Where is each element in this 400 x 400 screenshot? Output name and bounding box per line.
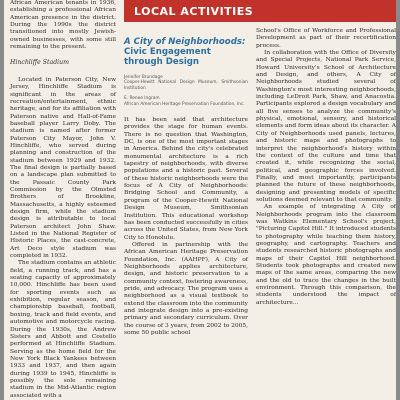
section-banner — [124, 0, 396, 22]
paragraph: It has been said that architecture provides the stage for human events. There is no question that Washington, DC, is one of the most important stages in America. Behind the city's celebrated monumental architecture is a rich tapestry of neighborhoods, with diverse populations and a historic past. Several of these historic neighborhoods were the focus of A City of Neighborhoods: Bridging School and Community, a program of the Cooper-Hewitt National Design Museum, Smithsonian Institution. This educational workshop has been conducted successfully in cities across the United States, from New York City to Honolulu. — [124, 117, 248, 241]
section-subhead: Hinchliffe Stadium — [10, 59, 69, 67]
article-title-italic: A City of Neighborhoods: — [124, 37, 246, 47]
middle-column — [124, 22, 248, 337]
intro-paragraph: African American tenants in 1936, establishing a professional African American presence in the district. During the 1990s the district transitioned into mostly Jewish-owned businesses, with some still remaining to the present. — [10, 0, 116, 51]
paragraph: An example of integrating A City of Neighborhoods program into the classroom was Watkins Elementary School's project, "Picturing Capitol Hill." It introduced students to photography while teaching them history, geography, and cartography. Teachers and students researched historic photographs and maps of their Capitol Hill neighborhood. Students took photographs and created new maps of the same areas, comparing the new and the old to trace the changes in the built environment. Through this comparison, the students understood the impact of architecture... — [256, 204, 396, 306]
author-name: E. Renee Ingram — [124, 96, 160, 102]
author-name: Jennifer Brundage — [124, 75, 163, 80]
document-page — [4, 0, 396, 400]
paragraph: In collaboration with the Office of Diversity and Special Projects, National Park Service, Howard University's School of Architecture and Design, and others, A City of Neighborhoods studied several of Washington's most interesting neighborhoods, including LeDroit Park, Shaw, and Anacostia. Participants explored a design vocabulary and all five senses to analyze the community's physical, emotional, sensory, and historical elements and form ideas about its character. A City of Neighborhoods used panels, lectures, and historic maps and photographs to interpret the neighborhood's history within the context of the culture and time that created it, while recognizing the social, political, and geographic forces involved. Finally, and most importantly, participants planned the future of these neighborhoods, designing and presenting models of specific solutions deemed relevant to that community. — [256, 50, 396, 203]
author-affiliation: Cooper-Hewitt National Design Museum, Smithsonian Institution — [124, 80, 248, 91]
section-banner-title: LOCAL ACTIVITIES — [134, 5, 254, 18]
right-column — [256, 28, 396, 307]
left-column — [10, 0, 116, 400]
paragraph: Offered in partnership with the African American Heritage Preservation Foundation, Inc. (AAHPF), A City of Neighborhoods applies architecture, design, and historic preservation to a community context, fostering awareness, pride, and advocacy. The program uses a neighborhood as a visual textbook to extend the classroom into the community and integrate design into a pre-existing primary and secondary curriculum. Over the course of 3 years, from 2002 to 2005, some 50 public school — [124, 241, 248, 336]
paragraph: Located in Paterson City, New Jersey, Hinchliffe Stadium is significant in the areas of recreation/entertainment, ethnic heritage, and for its affiliation with Paterson native and Hall-of-Fame baseball player Larry Doby. The stadium is named after former Paterson City Mayor, John V. Hinchliffe, who served during planning and construction of the stadium between 1929 and 1932. The final design is partially based on a landscape plan submitted to the Passaic County Park Commission by the Olmsted Brothers of Brookline, Massachusetts, a highly esteemed design firm, while the stadium design is attributable to local Paterson architect John Shaw. Listed in the National Register of Historic Places, the cast-concrete, Art Deco style stadium was completed in 1932. — [10, 76, 116, 260]
paragraph: School's Office of Workforce and Professional Development as part of their recertification process. — [256, 28, 396, 49]
author-affiliation: African American Heritage Preservation Foundation, Inc. — [124, 101, 245, 107]
paragraph: The stadium contains an athletic field, a running track, and has a seating capacity of approximately 10,000. Hinchliffe has been used for sporting events such as exhibition, regular season, and championship baseball, football, boxing, track and field events, and automotive and motorcycle racing. During the 1930s, the Andrew Sisters and Abbott and Costello performed at Hinchliffe Stadium. Serving as the home field for the New York Black Yankees between 1933 and 1937, and then again during 1939 to 1945, Hinchliffe is possibly the sole remaining stadium in the Mid-Atlantic region associated with a — [10, 260, 116, 399]
article-title — [124, 37, 248, 67]
article-title-rest: Civic Engagement through Design — [124, 47, 211, 67]
